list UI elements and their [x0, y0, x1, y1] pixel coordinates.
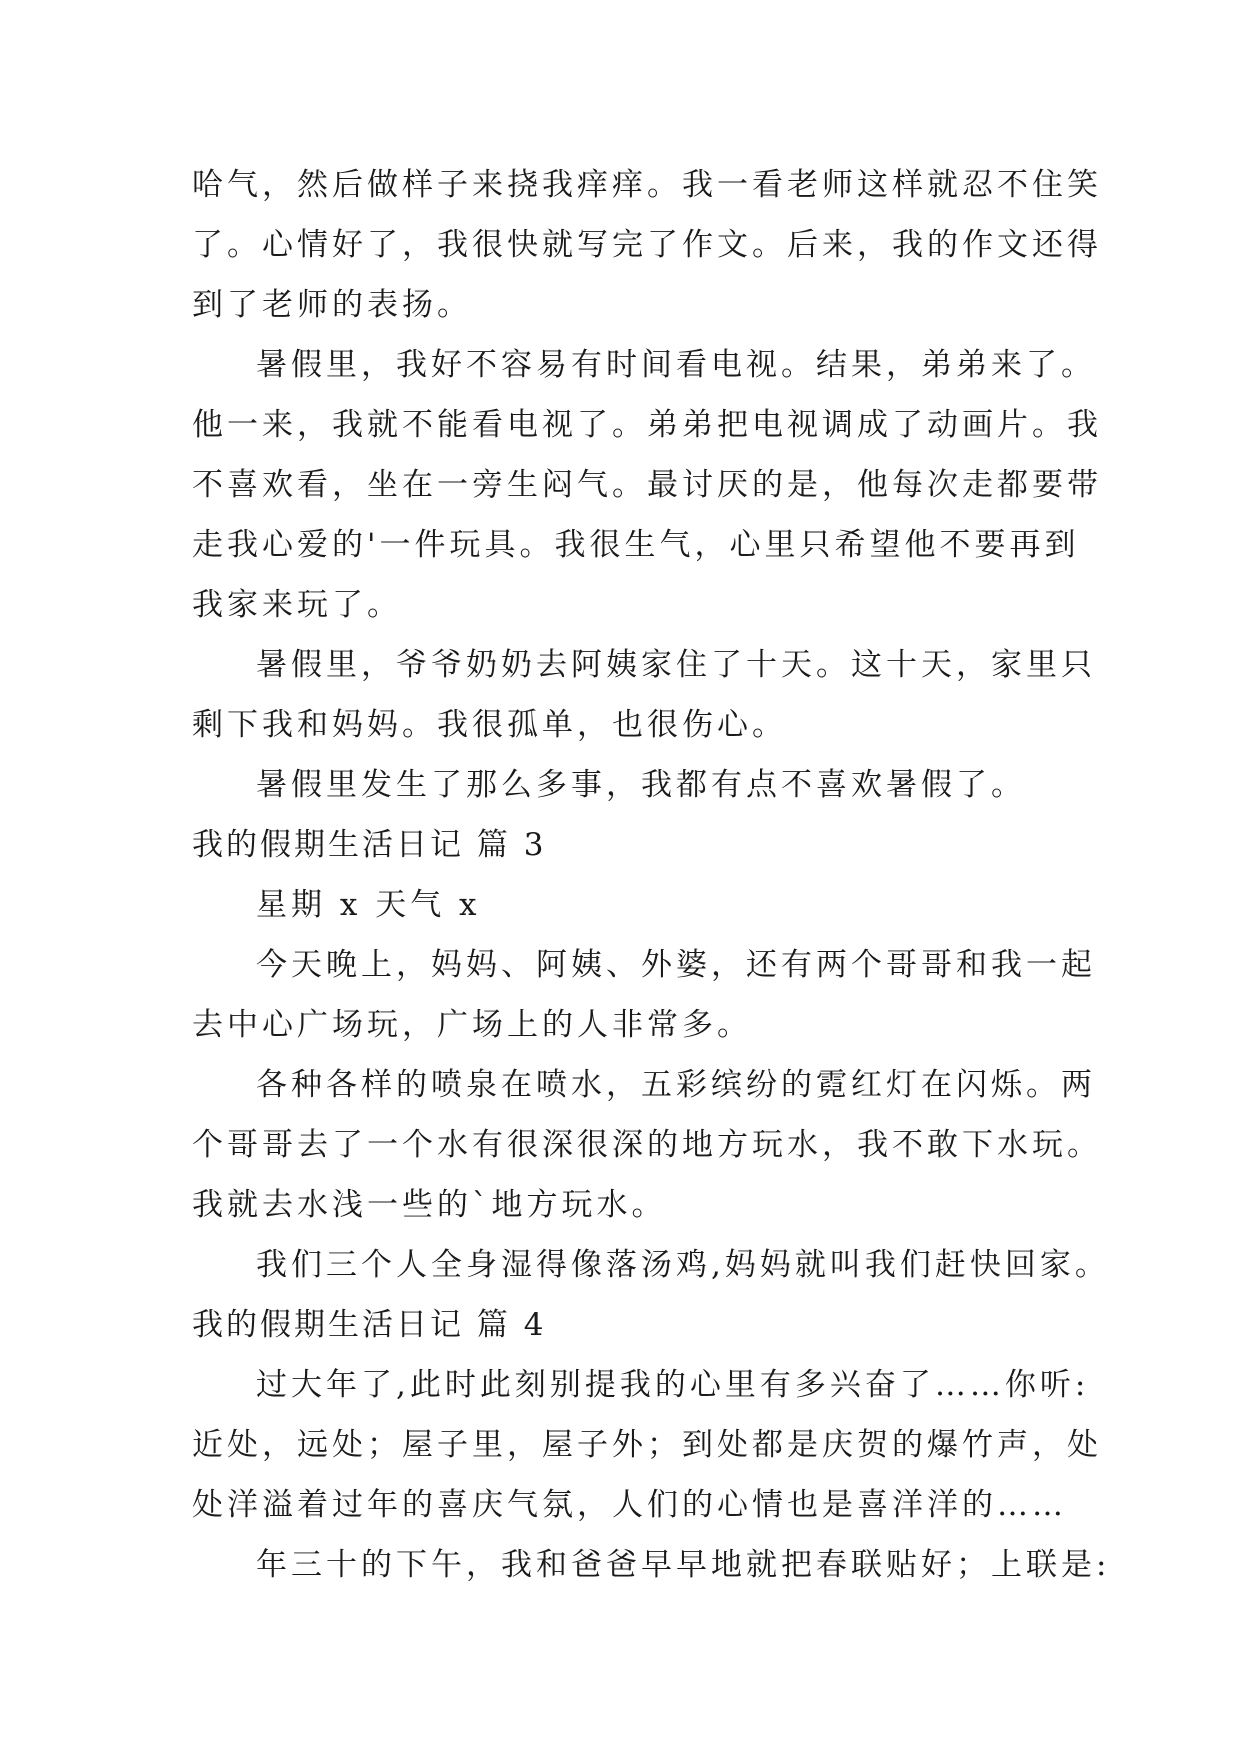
paragraph-line: 暑假里，我好不容易有时间看电视。结果，弟弟来了。 [256, 347, 1096, 383]
paragraph-line: 到了老师的表扬。 [192, 287, 472, 323]
paragraph-line: 近处，远处；屋子里，屋子外；到处都是庆贺的爆竹声，处 [192, 1427, 1102, 1463]
paragraph-line: 个哥哥去了一个水有很深很深的地方玩水，我不敢下水玩。 [192, 1127, 1102, 1163]
paragraph-line: 年三十的下午，我和爸爸早早地就把春联贴好；上联是: [256, 1547, 1111, 1583]
paragraph-line: 处洋溢着过年的喜庆气氛，人们的心情也是喜洋洋的…… [192, 1487, 1067, 1523]
date-weather-line: 星期 x 天气 x [256, 887, 481, 923]
paragraph-line: 了。心情好了，我很快就写完了作文。后来，我的作文还得 [192, 227, 1102, 263]
paragraph-line: 哈气，然后做样子来挠我痒痒。我一看老师这样就忍不住笑 [192, 167, 1102, 203]
document-page [192, 155, 1111, 1595]
section-heading: 我的假期生活日记 篇 4 [192, 1307, 547, 1343]
paragraph-line: 我就去水浅一些的`地方玩水。 [192, 1187, 667, 1223]
paragraph-line: 今天晚上，妈妈、阿姨、外婆，还有两个哥哥和我一起 [256, 947, 1096, 983]
paragraph-line: 剩下我和妈妈。我很孤单，也很伤心。 [192, 707, 787, 743]
paragraph-line: 我家来玩了。 [192, 587, 402, 623]
paragraph-line: 暑假里，爷爷奶奶去阿姨家住了十天。这十天，家里只 [256, 647, 1096, 683]
paragraph-line: 走我心爱的'一件玩具。我很生气，心里只希望他不要再到 [192, 527, 1080, 563]
paragraph-line: 不喜欢看，坐在一旁生闷气。最讨厌的是，他每次走都要带 [192, 467, 1102, 503]
paragraph-line: 我们三个人全身湿得像落汤鸡,妈妈就叫我们赶快回家。 [256, 1247, 1110, 1283]
section-heading: 我的假期生活日记 篇 3 [192, 827, 547, 863]
paragraph-line: 过大年了,此时此刻别提我的心里有多兴奋了……你听: [256, 1367, 1090, 1403]
paragraph-line: 暑假里发生了那么多事，我都有点不喜欢暑假了。 [256, 767, 1026, 803]
paragraph-line: 去中心广场玩，广场上的人非常多。 [192, 1007, 752, 1043]
paragraph-line: 各种各样的喷泉在喷水，五彩缤纷的霓红灯在闪烁。两 [256, 1067, 1096, 1103]
paragraph-line: 他一来，我就不能看电视了。弟弟把电视调成了动画片。我 [192, 407, 1102, 443]
